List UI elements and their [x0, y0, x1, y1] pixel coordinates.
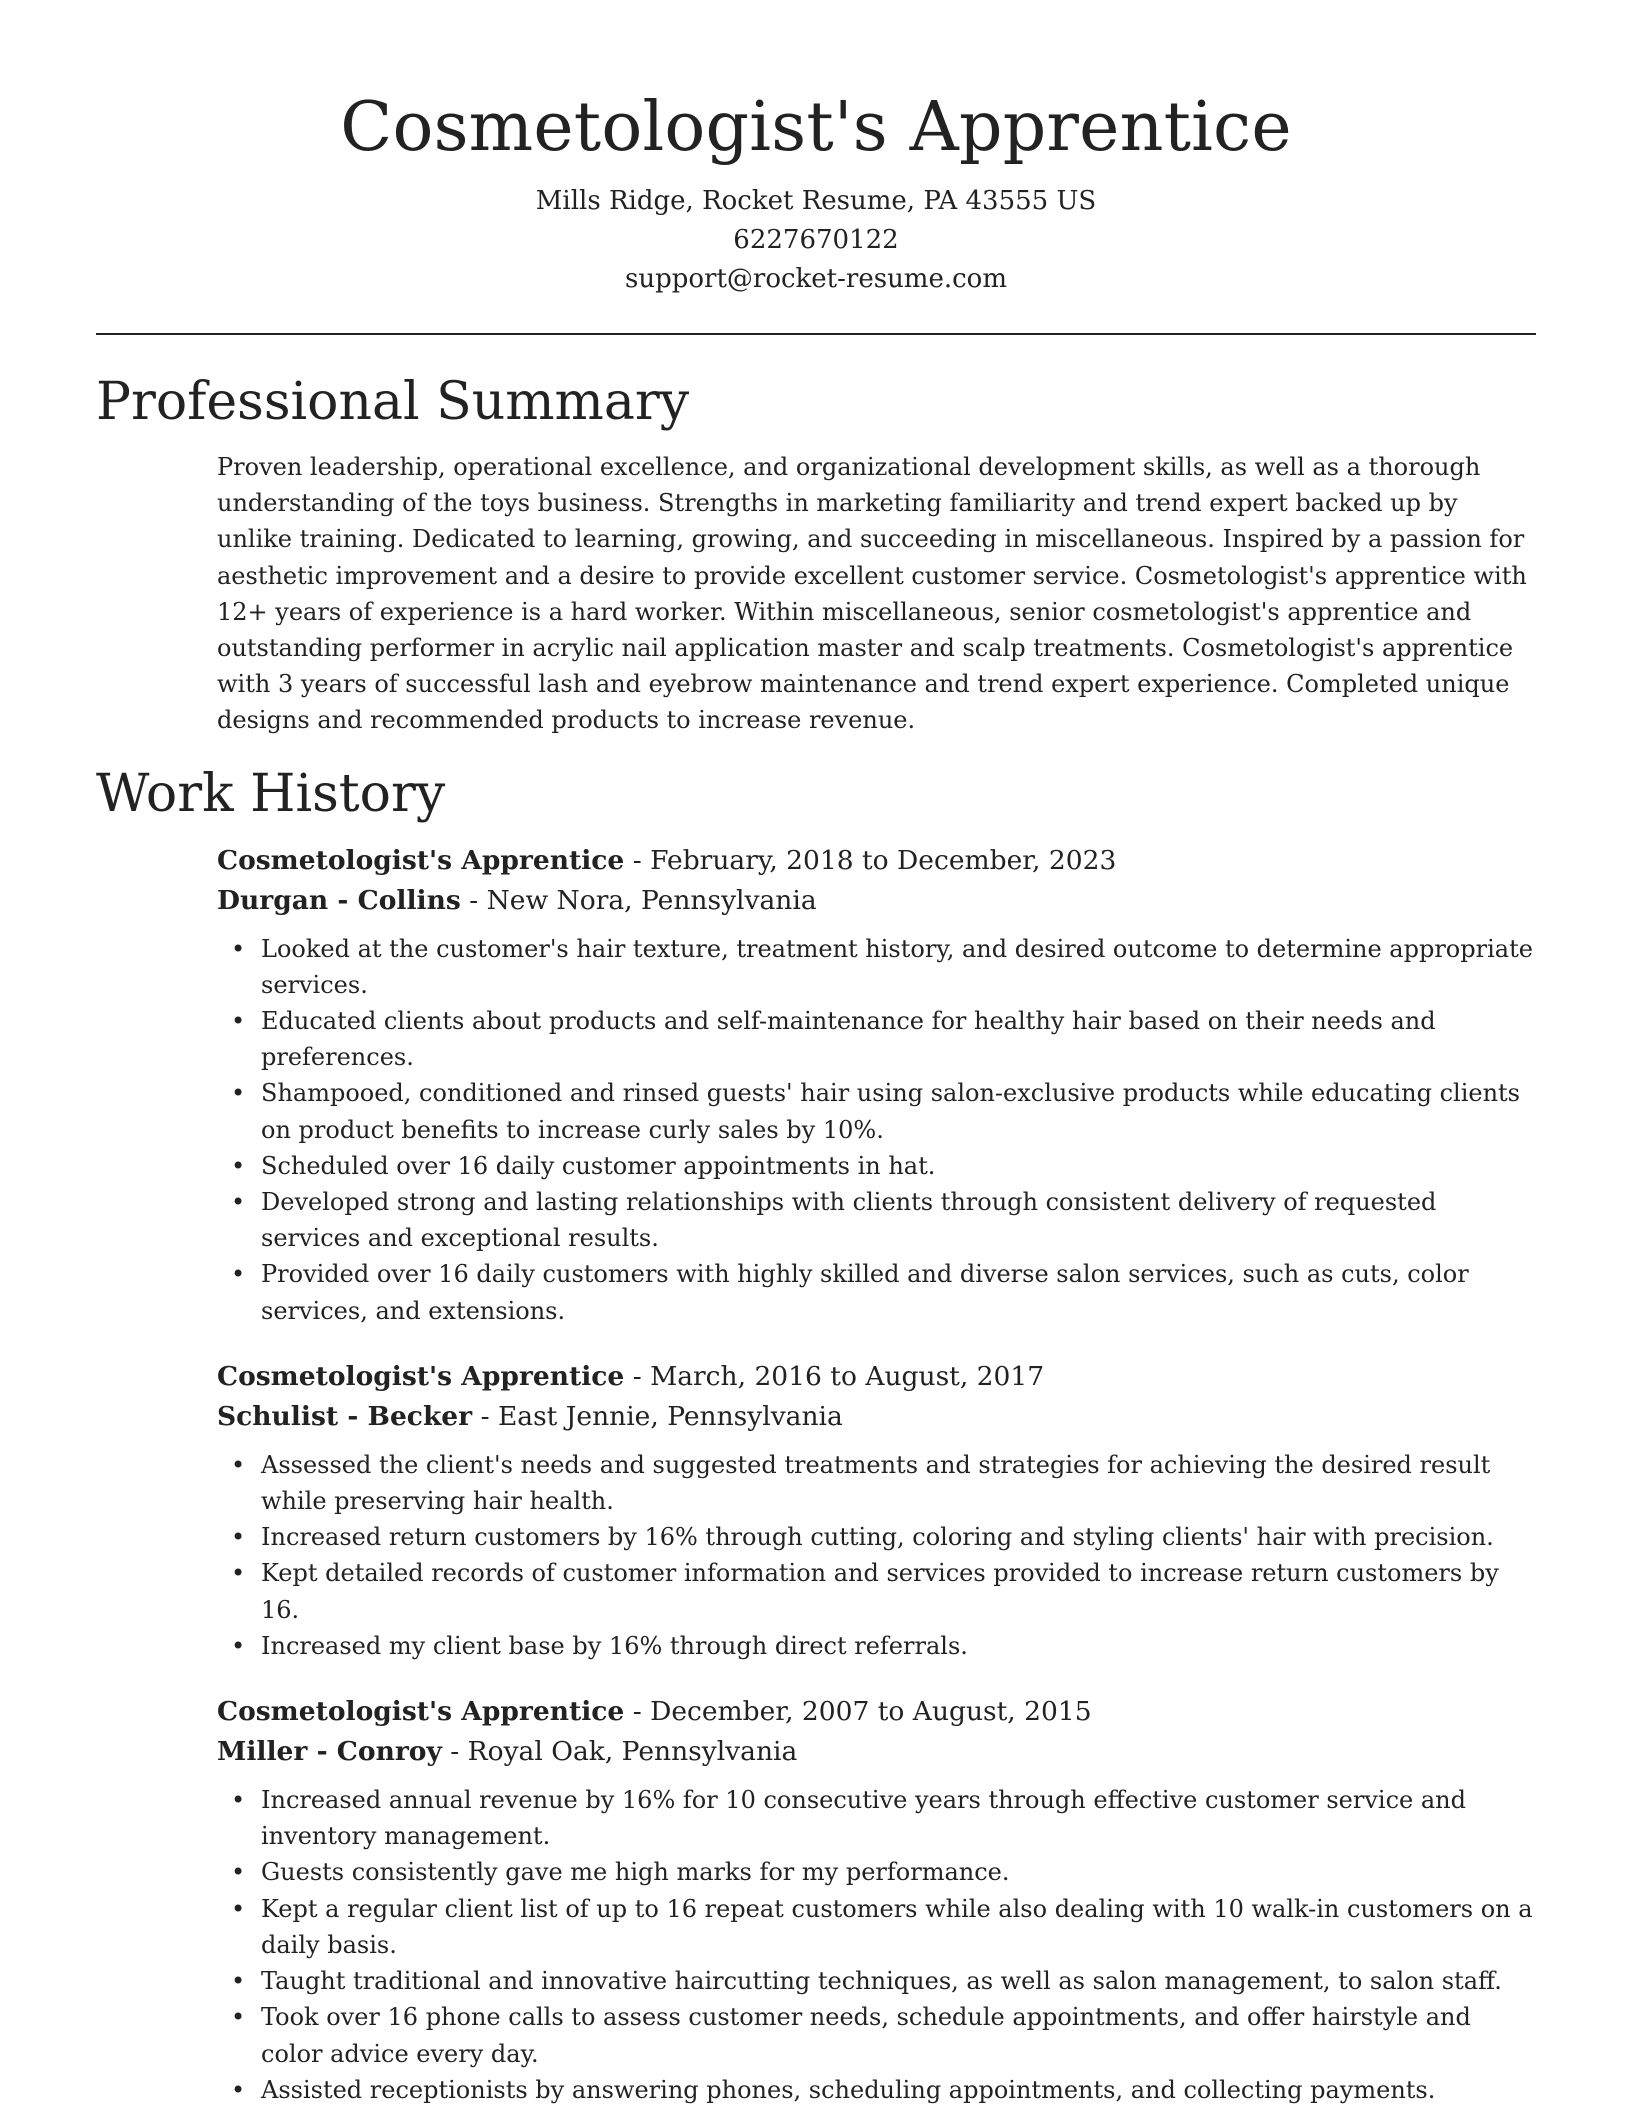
bullet-icon: •	[231, 1559, 246, 1588]
bullet-item	[231, 1854, 1536, 1890]
job-bullets	[217, 1447, 1536, 1664]
bullet-text: Shampooed, conditioned and rinsed guests' hair using salon-exclusive products while educating clients on product benefits to increase curly sales by 10%.	[261, 1079, 1520, 1144]
candidate-name: Cosmetologist's Apprentice	[340, 88, 1292, 167]
bullet-item	[231, 2072, 1536, 2108]
bullet-item	[231, 1256, 1536, 1328]
job-position: Cosmetologist's Apprentice	[217, 1696, 625, 1728]
bullet-item	[231, 1148, 1536, 1184]
work-history-section	[96, 761, 1536, 2108]
job-company: Miller - Conroy	[217, 1736, 442, 1768]
job-position: Cosmetologist's Apprentice	[217, 1360, 625, 1392]
phone-number: 6227670122	[733, 225, 899, 255]
bullet-icon: •	[231, 1450, 246, 1479]
job-bullets	[217, 1782, 1536, 2108]
bullet-text: Assessed the client's needs and suggested treatments and strategies for achieving the desired result while preserving hair health.	[261, 1450, 1491, 1516]
bullet-item	[231, 1184, 1536, 1256]
bullet-icon: •	[231, 1079, 246, 1108]
bullet-item	[231, 1447, 1536, 1519]
job-entry	[217, 841, 1536, 1329]
bullet-text: Increased return customers by 16% through cutting, coloring and styling clients' hair with precision.	[261, 1523, 1494, 1552]
email-address: support@rocket-resume.com	[624, 264, 1007, 294]
bullet-text: Increased my client base by 16% through direct referrals.	[261, 1631, 968, 1660]
bullet-icon: •	[231, 1007, 246, 1036]
job-entry	[217, 1692, 1536, 2108]
job-company-line	[217, 1732, 1536, 1772]
bullet-text: Looked at the customer's hair texture, treatment history, and desired outcome to determine appropriate services.	[261, 934, 1533, 999]
section-title-summary: Professional Summary	[96, 372, 690, 432]
bullet-text: Scheduled over 16 daily customer appointments in hat.	[261, 1151, 936, 1180]
job-location: - New Nora, Pennsylvania	[460, 884, 817, 916]
bullet-icon: •	[231, 1967, 246, 1996]
address: Mills Ridge, Rocket Resume, PA 43555 US	[535, 186, 1097, 216]
professional-summary-section	[96, 369, 1536, 739]
bullet-text: Developed strong and lasting relationships with clients through consistent delivery of requested services and exceptional results.	[261, 1188, 1437, 1253]
bullet-text: Kept a regular client list of up to 16 repeat customers while also dealing with 10 walk-in customers on a daily basis.	[261, 1894, 1533, 1959]
bullet-text: Educated clients about products and self-maintenance for healthy hair based on their needs and preferences.	[261, 1007, 1436, 1072]
section-title-work-history: Work History	[96, 763, 446, 824]
bullet-item	[231, 1003, 1536, 1075]
bullet-icon: •	[231, 1188, 246, 1217]
bullet-icon: •	[231, 1858, 246, 1887]
job-location: - Royal Oak, Pennsylvania	[441, 1736, 798, 1768]
job-title-line	[217, 1357, 1536, 1397]
bullet-item	[231, 1891, 1536, 1963]
job-dates: - March, 2016 to August, 2017	[624, 1360, 1045, 1392]
summary-text: Proven leadership, operational excellence, and organizational development skills, as well as a thorough understanding of the toys business. Strengths in marketing familiarity and trend expert backed up by unlike training. Dedicated to learning, growing, and succeeding in miscellaneous. Inspired by a passion for aesthetic improvement and a desire to provide excellent customer service. Cosmetologist's apprentice with 12+ years of experience is a hard worker. Within miscellaneous, senior cosmetologist's apprentice and outstanding performer in acrylic nail application master and scalp treatments. Cosmetologist's apprentice with 3 years of successful lash and eyebrow maintenance and trend expert experience. Completed unique designs and recommended products to increase revenue.	[217, 453, 1527, 735]
job-entry	[217, 1357, 1536, 1664]
job-title-line	[217, 1692, 1536, 1732]
bullet-item	[231, 931, 1536, 1003]
job-position: Cosmetologist's Apprentice	[217, 844, 625, 876]
job-dates: - February, 2018 to December, 2023	[624, 844, 1117, 876]
bullet-item	[231, 1555, 1536, 1627]
bullet-icon: •	[231, 1894, 246, 1923]
job-company-line	[217, 1397, 1536, 1437]
bullet-text: Took over 16 phone calls to assess customer needs, schedule appointments, and offer hairstyle and color advice every day.	[261, 2003, 1471, 2068]
bullet-text: Increased annual revenue by 16% for 10 consecutive years through effective customer service and inventory management.	[261, 1786, 1466, 1851]
bullet-icon: •	[231, 1786, 246, 1815]
header-divider	[96, 333, 1536, 335]
bullet-item	[231, 1628, 1536, 1664]
job-dates: - December, 2007 to August, 2015	[624, 1696, 1092, 1728]
bullet-icon: •	[231, 1151, 246, 1180]
bullet-icon: •	[231, 1523, 246, 1552]
bullet-icon: •	[231, 2003, 246, 2032]
job-company-line	[217, 881, 1536, 921]
job-company: Schulist - Becker	[217, 1400, 473, 1432]
bullet-text: Kept detailed records of customer information and services provided to increase return customers by 16.	[261, 1559, 1499, 1624]
job-title-line	[217, 841, 1536, 881]
bullet-text: Guests consistently gave me high marks for my performance.	[261, 1858, 1010, 1887]
bullet-item	[231, 1782, 1536, 1854]
bullet-item	[231, 1075, 1536, 1147]
bullet-icon: •	[231, 1260, 246, 1289]
bullet-item	[231, 1999, 1536, 2071]
bullet-text: Taught traditional and innovative haircutting techniques, as well as salon management, to salon staff.	[261, 1967, 1502, 1996]
job-location: - East Jennie, Pennsylvania	[472, 1400, 843, 1432]
bullet-icon: •	[231, 1631, 246, 1660]
bullet-item	[231, 1519, 1536, 1555]
bullet-icon: •	[231, 2075, 246, 2104]
contact-info	[96, 182, 1536, 299]
job-company: Durgan - Collins	[217, 884, 461, 916]
bullet-item	[231, 1963, 1536, 1999]
resume-header	[96, 0, 1536, 299]
bullet-text: Provided over 16 daily customers with highly skilled and diverse salon services, such as cuts, color services, and extensions.	[261, 1260, 1469, 1325]
bullet-icon: •	[231, 934, 246, 963]
job-bullets	[217, 931, 1536, 1329]
bullet-text: Assisted receptionists by answering phones, scheduling appointments, and collecting payments.	[261, 2075, 1436, 2104]
